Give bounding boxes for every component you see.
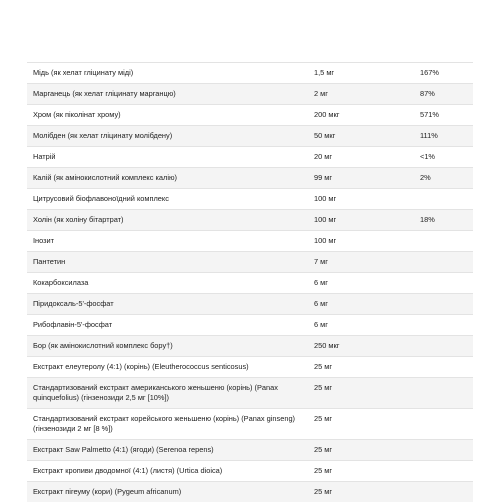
ingredient-amount: 6 мг: [308, 315, 414, 336]
table-row: [27, 409, 473, 440]
ingredient-amount: 7 мг: [308, 252, 414, 273]
daily-value: [414, 315, 473, 336]
ingredient-amount: 99 мг: [308, 168, 414, 189]
daily-value: [414, 273, 473, 294]
ingredient-amount: 25 мг: [308, 357, 414, 378]
daily-value: <1%: [414, 147, 473, 168]
ingredient-amount: 25 мг: [308, 378, 414, 409]
ingredient-amount: 50 мкг: [308, 126, 414, 147]
ingredient-amount: 250 мкг: [308, 336, 414, 357]
ingredient-name: Екстракт кропиви дводомної (4:1) (листя) (Urtica dioica): [27, 461, 308, 482]
table-row: [27, 105, 473, 126]
ingredient-amount: 200 мкг: [308, 105, 414, 126]
ingredient-amount: 6 мг: [308, 273, 414, 294]
table-row: [27, 84, 473, 105]
daily-value: [414, 357, 473, 378]
ingredient-amount: 25 мг: [308, 409, 414, 440]
table-row: [27, 63, 473, 84]
daily-value: 18%: [414, 210, 473, 231]
ingredient-name: Бор (як амінокислотний комплекс бору†): [27, 336, 308, 357]
table-row: [27, 294, 473, 315]
ingredient-amount: 2 мг: [308, 84, 414, 105]
daily-value: [414, 252, 473, 273]
ingredient-name: Пантетин: [27, 252, 308, 273]
ingredient-name: Хром (як піколінат хрому): [27, 105, 308, 126]
ingredient-amount: 25 мг: [308, 461, 414, 482]
ingredient-name: Цитрусовий біофлавоноїдний комплекс: [27, 189, 308, 210]
daily-value: [414, 294, 473, 315]
ingredient-name: Кокарбоксилаза: [27, 273, 308, 294]
ingredient-name: Марганець (як хелат гліцинату марганцю): [27, 84, 308, 105]
table-row: [27, 440, 473, 461]
daily-value: [414, 461, 473, 482]
ingredient-name: Інозит: [27, 231, 308, 252]
ingredient-amount: 20 мг: [308, 147, 414, 168]
daily-value: 571%: [414, 105, 473, 126]
daily-value: 167%: [414, 63, 473, 84]
ingredient-amount: 25 мг: [308, 482, 414, 502]
daily-value: [414, 409, 473, 440]
ingredient-name: Холін (як холіну бітартрат): [27, 210, 308, 231]
ingredient-amount: 1,5 мг: [308, 63, 414, 84]
ingredient-name: Стандартизований екстракт американського женьшеню (корінь) (Panax quinquefolius) (гінзенозиди 2,5 мг [10%]): [27, 378, 308, 409]
table-row: [27, 461, 473, 482]
daily-value: [414, 440, 473, 461]
daily-value: 2%: [414, 168, 473, 189]
table-row: [27, 378, 473, 409]
supplement-facts-table: [27, 62, 473, 502]
ingredient-amount: 100 мг: [308, 210, 414, 231]
table-row: [27, 231, 473, 252]
ingredient-amount: 6 мг: [308, 294, 414, 315]
ingredient-name: Екстракт Saw Palmetto (4:1) (ягоди) (Serenoa repens): [27, 440, 308, 461]
daily-value: [414, 378, 473, 409]
table-row: [27, 168, 473, 189]
table-row: [27, 357, 473, 378]
ingredient-name: Стандартизований екстракт корейського женьшеню (корінь) (Panax ginseng) (гінзенозиди 2 мг [8 %]): [27, 409, 308, 440]
daily-value: [414, 189, 473, 210]
ingredient-name: Рибофлавін-5'-фосфат: [27, 315, 308, 336]
ingredient-amount: 100 мг: [308, 231, 414, 252]
ingredient-amount: 25 мг: [308, 440, 414, 461]
ingredient-name: Екстракт пігеуму (кори) (Pygeum africanum): [27, 482, 308, 502]
table-row: [27, 336, 473, 357]
table-row: [27, 482, 473, 502]
ingredient-name: Мідь (як хелат гліцинату міді): [27, 63, 308, 84]
ingredient-name: Піридоксаль-5'-фосфат: [27, 294, 308, 315]
table-row: [27, 189, 473, 210]
table-row: [27, 126, 473, 147]
table-row: [27, 273, 473, 294]
ingredient-name: Екстракт елеутеролу (4:1) (корінь) (Eleutherococcus senticosus): [27, 357, 308, 378]
daily-value: 111%: [414, 126, 473, 147]
ingredient-name: Калій (як амінокислотний комплекс калію): [27, 168, 308, 189]
daily-value: 87%: [414, 84, 473, 105]
table-row: [27, 210, 473, 231]
table-row: [27, 147, 473, 168]
daily-value: [414, 231, 473, 252]
daily-value: [414, 336, 473, 357]
ingredient-name: Натрій: [27, 147, 308, 168]
table-row: [27, 252, 473, 273]
table-row: [27, 315, 473, 336]
daily-value: [414, 482, 473, 502]
ingredient-name: Молібден (як хелат гліцинату молібдену): [27, 126, 308, 147]
ingredient-amount: 100 мг: [308, 189, 414, 210]
